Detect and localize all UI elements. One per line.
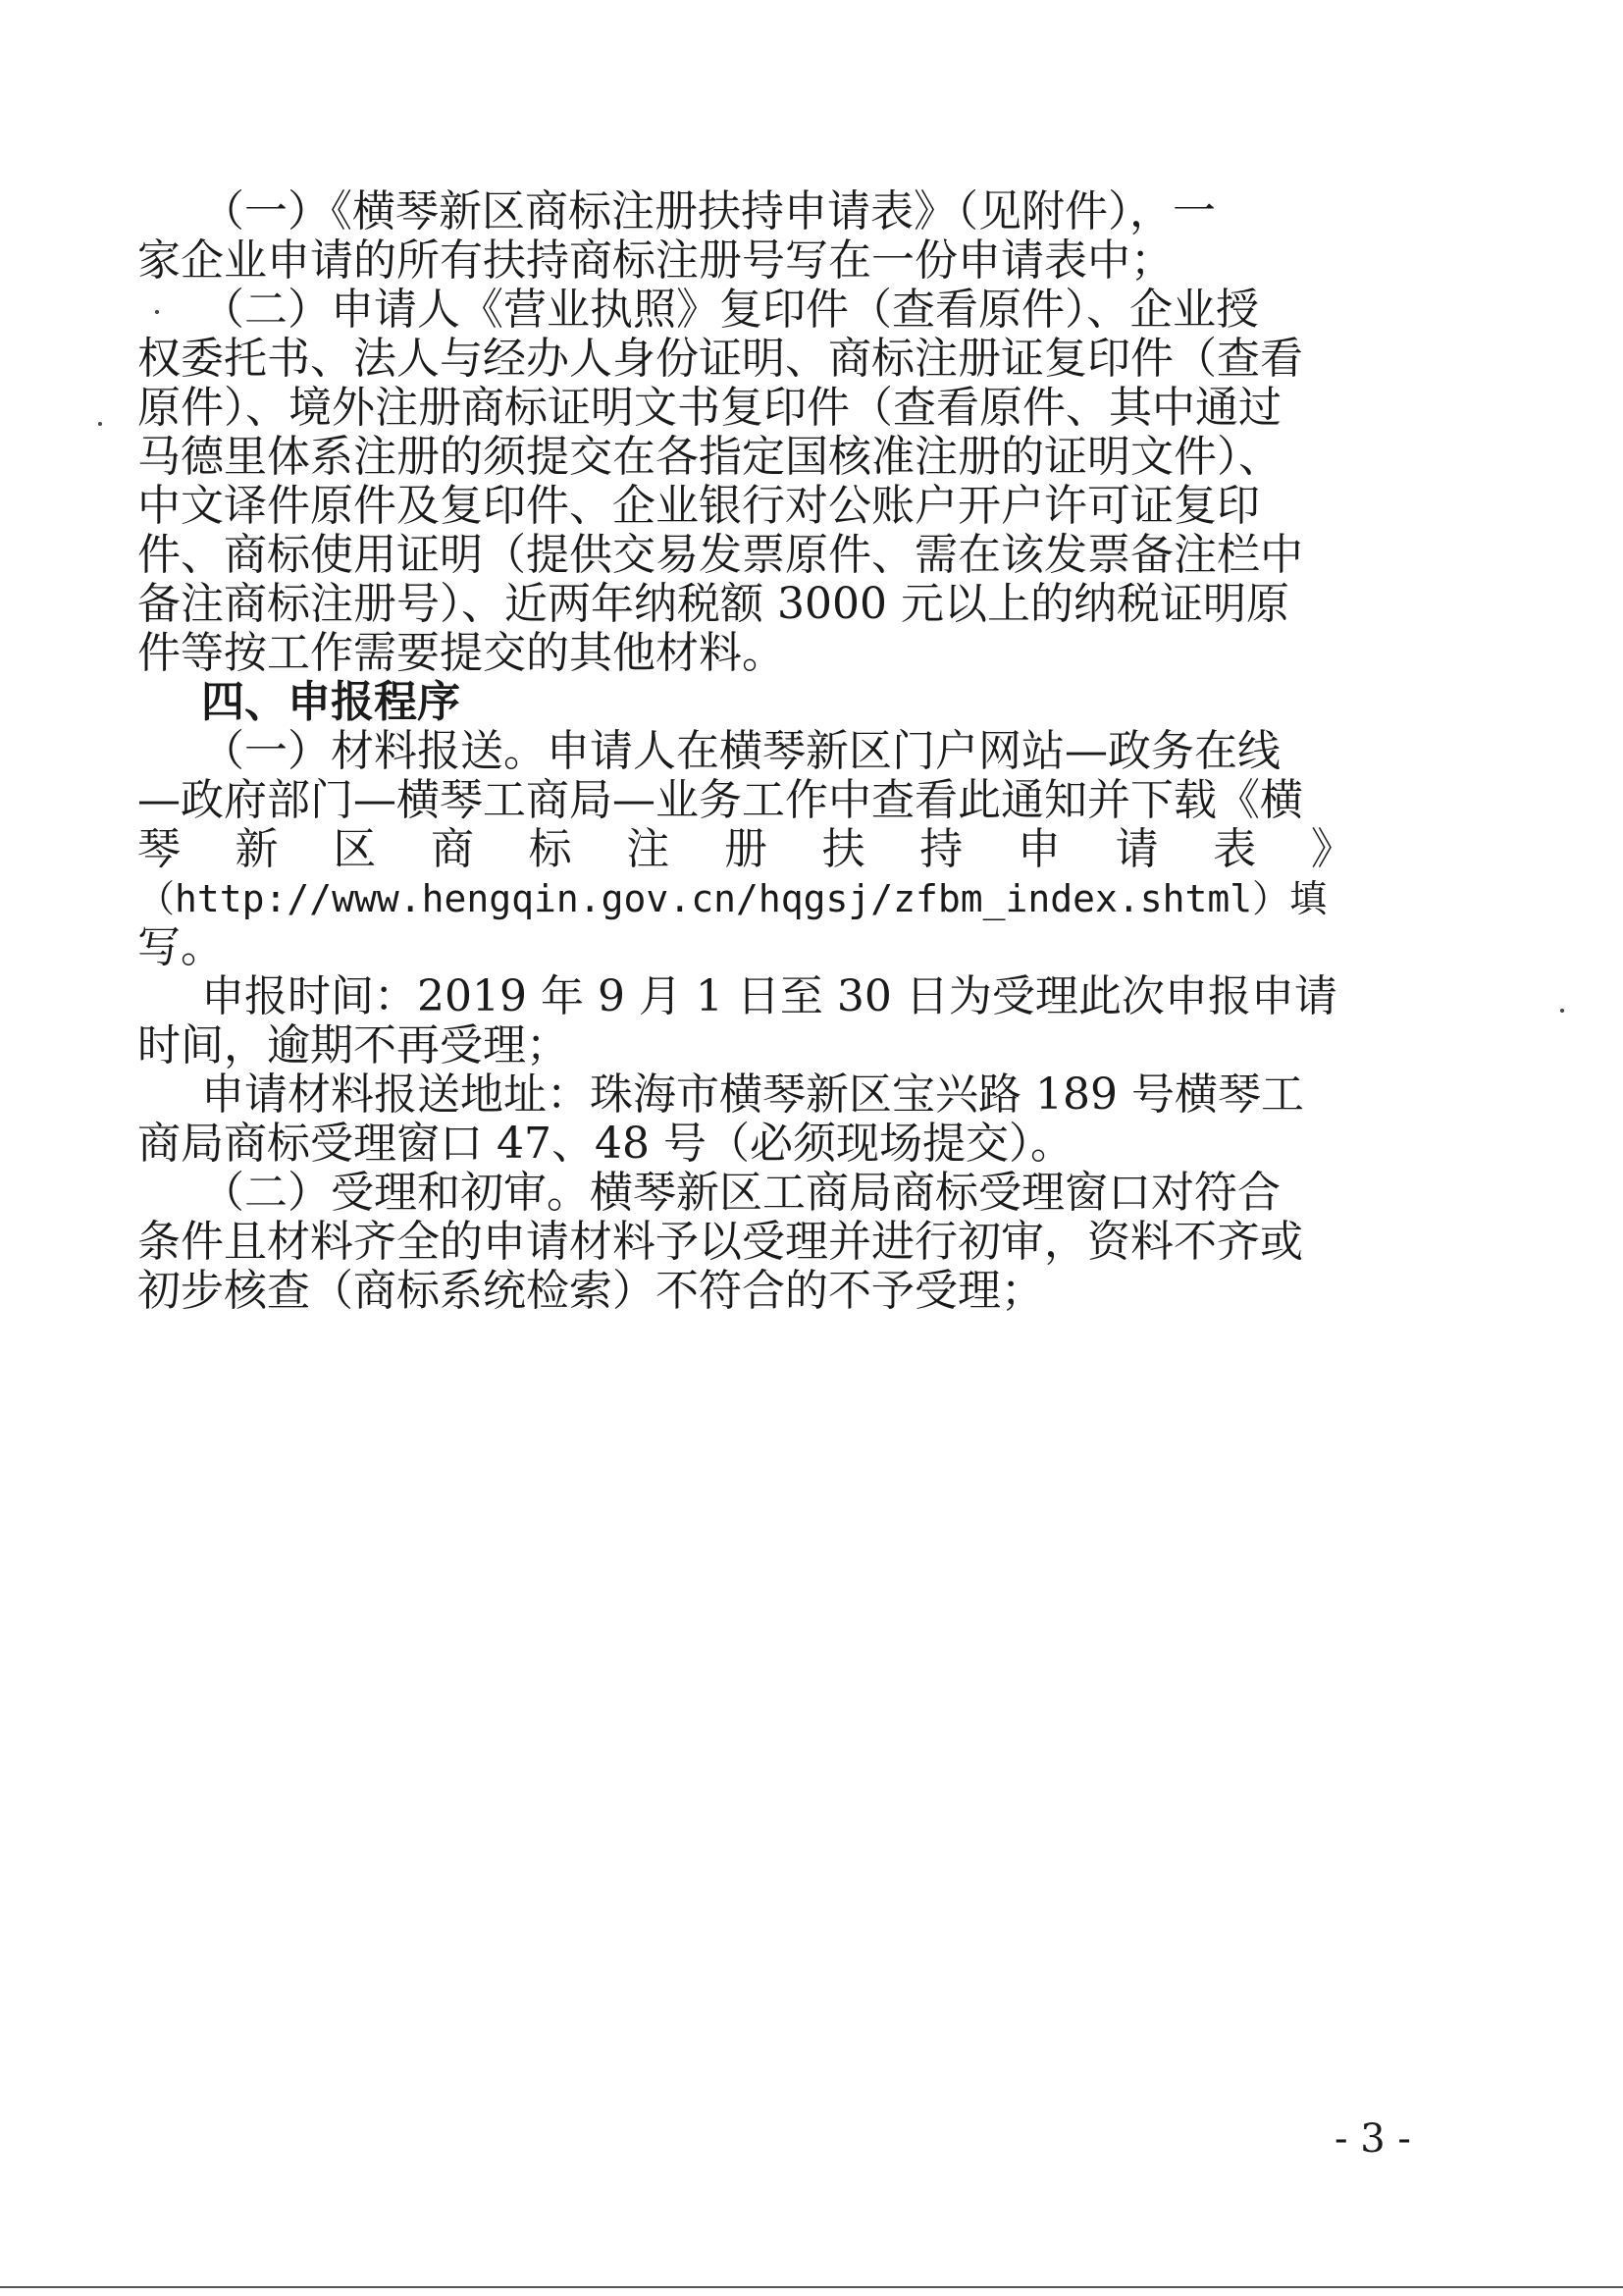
spaced-char: 新 (235, 824, 279, 874)
scan-speck (98, 422, 102, 426)
paragraph-line: （一）《横琴新区商标注册扶持申请表》（见附件），一 (201, 186, 1216, 236)
section-heading: 四、申报程序 (201, 677, 460, 727)
spaced-char: 琴 (137, 824, 181, 874)
paragraph-line: 申报时间：2019 年 9 月 1 日至 30 日为受理此次申报申请 (201, 971, 1337, 1021)
scan-speck (1560, 1009, 1564, 1013)
spaced-char: 表 (1213, 824, 1257, 874)
paragraph-line: 时间，逾期不再受理； (137, 1020, 569, 1070)
paragraph-line: （二）申请人《营业执照》复印件（查看原件）、企业授 (201, 285, 1259, 335)
paragraph-line: 件、商标使用证明（提供交易发票原件、需在该发票备注栏中 (137, 530, 1303, 580)
spaced-char: 扶 (821, 824, 865, 874)
paragraph-line: 中文译件原件及复印件、企业银行对公账户开户许可证复印 (137, 481, 1260, 531)
bottom-rule (0, 2286, 1623, 2288)
page-number: - 3 - (1335, 2116, 1411, 2162)
spaced-char: 注 (626, 824, 670, 874)
spaced-char: 申 (1017, 824, 1061, 874)
paragraph-line: 写。 (137, 922, 224, 972)
paragraph-line: 家企业申请的所有扶持商标注册号写在一份申请表中； (137, 235, 1174, 286)
paragraph-line: 初步核查（商标系统检索）不符合的不予受理； (137, 1266, 1044, 1316)
paragraph-line: （二）受理和初审。横琴新区工商局商标受理窗口对符合 (201, 1168, 1281, 1218)
paragraph-line: 备注商标注册号）、近两年纳税额 3000 元以上的纳税证明原 (137, 579, 1289, 629)
paragraph-line: 申请材料报送地址：珠海市横琴新区宝兴路 189 号横琴工 (201, 1070, 1304, 1120)
paragraph-line: （一）材料报送。申请人在横琴新区门户网站—政务在线 (201, 726, 1281, 776)
spaced-char: 持 (919, 824, 964, 874)
paragraph-line: 件等按工作需要提交的其他材料。 (137, 628, 785, 678)
paragraph-line: —政府部门—横琴工商局—业务工作中查看此通知并下载《横 (137, 775, 1303, 825)
spaced-char: 标 (528, 824, 572, 874)
spaced-char: 区 (333, 824, 377, 874)
paragraph-line: 原件）、境外注册商标证明文书复印件（查看原件、其中通过 (137, 383, 1282, 433)
spaced-char: 商 (430, 824, 474, 874)
scan-speck (155, 310, 159, 314)
paragraph-line: 权委托书、法人与经办人身份证明、商标注册证复印件（查看 (137, 334, 1303, 384)
url-line: （http://www.hengqin.gov.cn/hqgsj/zfbm_index.shtml）填 (137, 877, 1328, 920)
paragraph-line: 条件且材料齐全的申请材料予以受理并进行初审，资料不齐或 (137, 1217, 1303, 1267)
spaced-char: 》 (1310, 824, 1354, 874)
spaced-char: 请 (1115, 824, 1159, 874)
spaced-char: 册 (723, 824, 767, 874)
paragraph-line: 商局商标受理窗口 47、48 号（必须现场提交）。 (137, 1119, 1073, 1169)
paragraph-line: 马德里体系注册的须提交在各指定国核准注册的证明文件）、 (137, 432, 1282, 482)
